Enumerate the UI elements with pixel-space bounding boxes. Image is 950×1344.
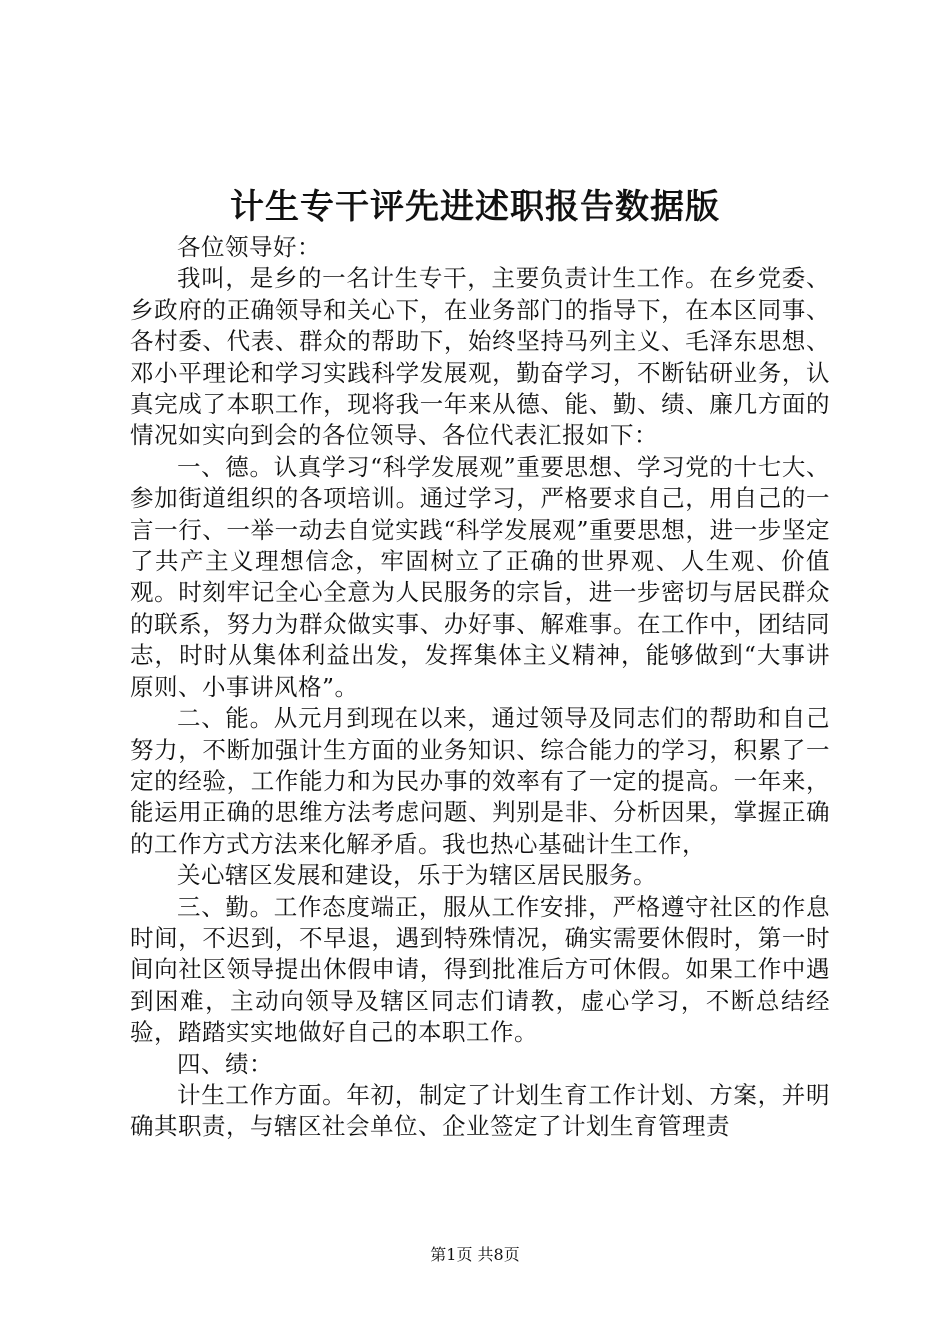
paragraph-ability-cont: 关心辖区发展和建设，乐于为辖区居民服务。 — [177, 861, 657, 890]
paragraph-intro: 我叫，是乡的一名计生专干，主要负责计生工作。在乡党委、乡政府的正确领导和关心下，在业务部门的指导下，在本区同事、各村委、代表、群众的帮助下，始终坚持马列主义、毛泽东思想、邓小平理论和学习实践科学发展观，勤奋学习，不断钻研业务，认真完成了本职工作，现将我一年来从德、能、勤、绩、廉几方面的情况如实向到会的各位领导、各位代表汇报如下： — [130, 264, 830, 450]
paragraph-diligence: 三、勤。工作态度端正，服从工作安排，严格遵守社区的作息时间，不迟到，不早退，遇到特殊情况，确实需要休假时，第一时间向社区领导提出休假申请，得到批准后方可休假。如果工作中遇到困难，主动向领导及辖区同志们请教，虚心学习，不断总结经验，踏踏实实地做好自己的本职工作。 — [130, 892, 830, 1047]
document-title: 计生专干评先进述职报告数据版 — [230, 187, 720, 227]
paragraph-achievement: 计生工作方面。年初，制定了计划生育工作计划、方案，并明确其职责，与辖区社会单位、企业签定了计划生育管理责 — [130, 1080, 830, 1141]
paragraph-virtue: 一、德。认真学习“科学发展观”重要思想、学习党的十七大、参加街道组织的各项培训。通过学习，严格要求自己，用自己的一言一行、一举一动去自觉实践“科学发展观”重要思想，进一步坚定了共产主义理想信念，牢固树立了正确的世界观、人生观、价值观。时刻牢记全心全意为人民服务的宗旨，进一步密切与居民群众的联系，努力为群众做实事、办好事、解难事。在工作中，团结同志，时时从集体利益出发，发挥集体主义精神，能够做到“大事讲原则、小事讲风格”。 — [130, 452, 830, 701]
page-number: 第1页 共8页 — [430, 1245, 520, 1264]
document-body — [130, 232, 830, 1143]
paragraph-achievement-heading: 四、绩： — [177, 1049, 273, 1078]
paragraph-greeting: 各位领导好： — [177, 233, 321, 261]
paragraph-ability: 二、能。从元月到现在以来，通过领导及同志们的帮助和自己努力，不断加强计生方面的业务知识、综合能力的学习，积累了一定的经验，工作能力和为民办事的效率有了一定的提高。一年来，能运用正确的思维方法考虑问题、判别是非、分析因果，掌握正确的工作方式方法来化解矛盾。我也热心基础计生工作， — [130, 704, 830, 858]
